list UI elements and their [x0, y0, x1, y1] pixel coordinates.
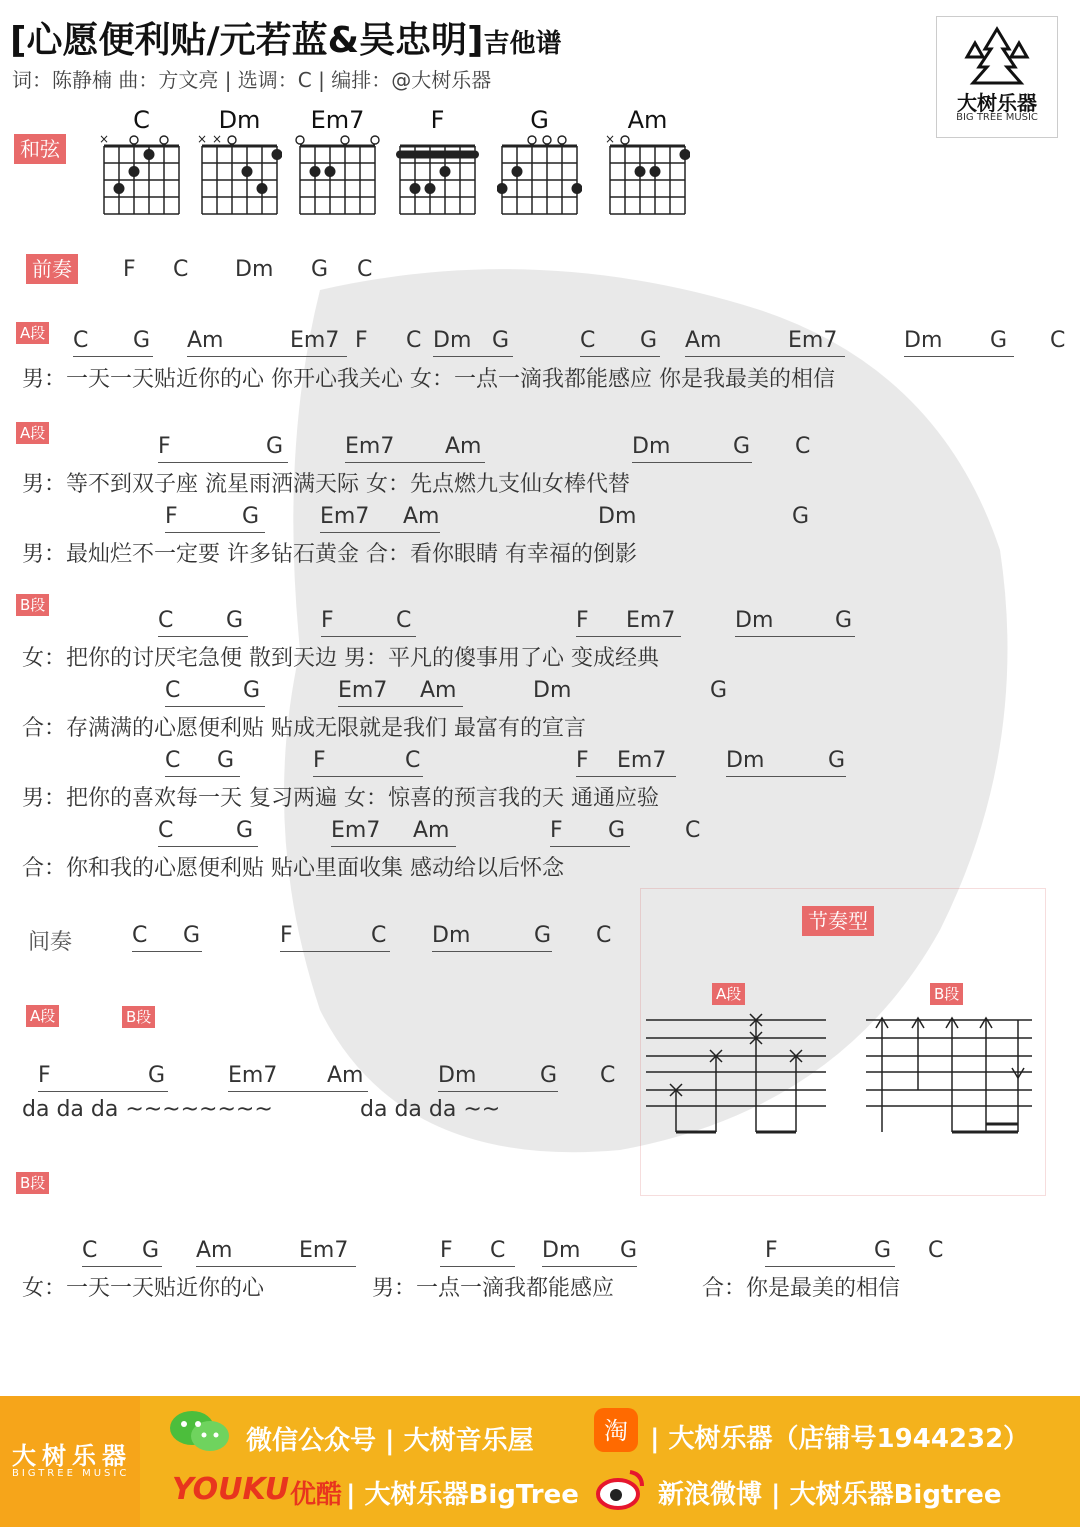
svg-text:×: ×	[99, 134, 110, 146]
chord-diagram-am	[605, 134, 690, 222]
chord-label: G	[874, 1238, 892, 1263]
chord-label: C	[165, 748, 181, 773]
chord-label: Em7	[626, 608, 676, 633]
chord-label: Em7	[299, 1238, 349, 1263]
chord-label: C	[165, 678, 181, 703]
chord-label: G	[142, 1238, 160, 1263]
chord-label: Em7	[338, 678, 388, 703]
chord-label: C	[173, 257, 189, 282]
logo-en: BIG TREE MUSIC	[956, 112, 1038, 123]
chord-label: Dm	[726, 748, 765, 773]
chord-label: G	[534, 923, 552, 948]
chord-label: Em7	[290, 328, 340, 353]
chord-label: C	[158, 818, 174, 843]
chord-label: Dm	[598, 504, 637, 529]
chord-diagram-f	[395, 134, 480, 222]
svg-text:淘: 淘	[604, 1417, 628, 1445]
taobao-text[interactable]: | 大树乐器（店铺号1944232）	[650, 1424, 1030, 1454]
chord-label: G	[620, 1238, 638, 1263]
footer-banner	[0, 1396, 1080, 1527]
lyric-line: 女：把你的讨厌宅急便 散到天边 男：平凡的傻事用了心 变成经典	[22, 646, 659, 671]
chord-label: C	[490, 1238, 506, 1263]
outro-lyric: da da da ~~~~~~~~	[22, 1097, 273, 1122]
chord-diagram-c	[99, 134, 184, 222]
chord-label: F	[313, 748, 326, 773]
chord-label: F	[576, 748, 589, 773]
chord-label: Dm	[735, 608, 774, 633]
chord-label: Dm	[438, 1063, 477, 1088]
wechat-text[interactable]: 微信公众号 | 大树音乐屋	[246, 1426, 534, 1456]
chord-label: Dm	[432, 923, 471, 948]
chord-label: F	[576, 608, 589, 633]
section-a-tag: A段	[26, 1005, 59, 1027]
lyric-line: 男：一天一天贴近你的心 你开心我关心 女：一点一滴我都能感应 你是我最美的相信	[22, 367, 835, 392]
chord-label: F	[38, 1063, 51, 1088]
chord-name: F	[430, 106, 445, 134]
chord-label: Dm	[542, 1238, 581, 1263]
prelude-tag: 前奏	[26, 254, 78, 284]
chord-label: G	[148, 1063, 166, 1088]
section-b-tag: B段	[16, 1172, 49, 1194]
lyric-line: 男：等不到双子座 流星雨洒满天际 女：先点燃九支仙女棒代替	[22, 472, 630, 497]
chord-label: F	[355, 328, 368, 353]
chord-label: Am	[445, 434, 482, 459]
lyric-line: 男：最灿烂不一定要 许多钻石黄金 合：看你眼睛 有幸福的倒影	[22, 542, 637, 567]
chord-name: G	[530, 106, 549, 134]
lyric-line: 合：存满满的心愿便利贴 贴成无限就是我们 最富有的宣言	[22, 716, 586, 741]
chord-diagram-g	[497, 134, 582, 222]
rhythm-notation	[640, 1010, 1040, 1140]
chord-label: Em7	[345, 434, 395, 459]
rhythm-b-tag: B段	[930, 983, 963, 1005]
chord-label: Em7	[788, 328, 838, 353]
footer-logo	[0, 1396, 140, 1527]
chord-label: Dm	[904, 328, 943, 353]
chord-label: F	[550, 818, 563, 843]
section-a-tag: A段	[16, 322, 49, 344]
chord-name: Em7	[310, 106, 365, 134]
chord-label: F	[765, 1238, 778, 1263]
chord-label: G	[608, 818, 626, 843]
chord-label: G	[266, 434, 284, 459]
chord-label: G	[243, 678, 261, 703]
chord-label: G	[183, 923, 201, 948]
page-title	[10, 12, 561, 63]
chord-label: Am	[327, 1063, 364, 1088]
section-b-tag: B段	[16, 594, 49, 616]
chord-label: Dm	[433, 328, 472, 353]
title-main: [心愿便利贴/元若蓝&吴忠明]	[10, 20, 484, 61]
chord-label: F	[321, 608, 334, 633]
taobao-icon	[592, 1406, 640, 1454]
chord-label: G	[710, 678, 728, 703]
svg-text:×: ×	[211, 134, 223, 146]
chord-row	[0, 678, 1080, 712]
chord-label: Em7	[228, 1063, 278, 1088]
chords-tag: 和弦	[14, 134, 66, 164]
song-credits: 词：陈静楠 曲：方文亮 | 选调：C | 编排：@大树乐器	[12, 68, 492, 92]
chord-label: C	[406, 328, 422, 353]
chord-label: G	[792, 504, 810, 529]
lyric-line: 女：一天一天贴近你的心	[22, 1276, 265, 1301]
outro-lyric: da da da ~~	[360, 1097, 501, 1122]
chord-label: Am	[413, 818, 450, 843]
chord-label: Em7	[331, 818, 381, 843]
chord-label: Dm	[533, 678, 572, 703]
chord-label: G	[640, 328, 658, 353]
rhythm-a-tag: A段	[712, 983, 745, 1005]
chord-label: G	[133, 328, 151, 353]
chord-label: G	[835, 608, 853, 633]
chord-label: G	[540, 1063, 558, 1088]
weibo-text[interactable]: 新浪微博 | 大树乐器Bigtree	[658, 1480, 1002, 1510]
chord-label: G	[236, 818, 254, 843]
chord-name: Am	[627, 106, 668, 134]
chord-label: G	[990, 328, 1008, 353]
chord-label: Em7	[320, 504, 370, 529]
lyric-line: 男：把你的喜欢每一天 复习两遍 女：惊喜的预言我的天 通通应验	[22, 786, 659, 811]
lyric-line: 合：你和我的心愿便利贴 贴心里面收集 感动给以后怀念	[22, 856, 564, 881]
chord-label: C	[596, 923, 612, 948]
brand-logo	[936, 16, 1058, 138]
youku-brand: YOUKU	[172, 1472, 290, 1507]
chord-label: G	[242, 504, 260, 529]
chord-label: C	[685, 818, 701, 843]
svg-text:×: ×	[605, 134, 616, 146]
chord-row	[0, 328, 1080, 362]
title-suffix: 吉他谱	[483, 29, 562, 59]
wechat-icon	[168, 1408, 232, 1454]
rhythm-tag: 节奏型	[802, 906, 874, 936]
chord-label: C	[580, 328, 596, 353]
chord-label: F	[165, 504, 178, 529]
lyric-line: 男：一点一滴我都能感应	[372, 1276, 615, 1301]
chord-name: Dm	[218, 106, 261, 134]
interlude-tag: 间奏	[28, 930, 73, 955]
chord-label: G	[828, 748, 846, 773]
chord-label: Am	[685, 328, 722, 353]
chord-label: C	[82, 1238, 98, 1263]
prelude-chords	[0, 257, 1080, 291]
chord-label: C	[132, 923, 148, 948]
weibo-icon	[596, 1466, 646, 1512]
chord-label: C	[1050, 328, 1066, 353]
chord-row	[0, 818, 1080, 852]
logo-cn: 大树乐器	[957, 91, 1037, 115]
chord-label: C	[371, 923, 387, 948]
lyric-line: 合：你是最美的相信	[702, 1276, 901, 1301]
chord-label: G	[733, 434, 751, 459]
chord-row	[0, 608, 1080, 642]
chord-label: G	[226, 608, 244, 633]
chord-label: G	[492, 328, 510, 353]
chord-label: Am	[196, 1238, 233, 1263]
chord-row	[0, 434, 1080, 468]
chord-label: C	[795, 434, 811, 459]
chord-row	[0, 504, 1080, 538]
chord-label: C	[357, 257, 373, 282]
footer-logo-en: BIGTREE MUSIC	[12, 1468, 130, 1479]
chord-label: Am	[420, 678, 457, 703]
chord-label: C	[600, 1063, 616, 1088]
chord-name: C	[133, 106, 150, 134]
chord-label: Am	[187, 328, 224, 353]
youku-text[interactable]: | 大树乐器BigTree	[346, 1480, 579, 1510]
svg-text:×: ×	[197, 134, 208, 146]
chord-label: C	[928, 1238, 944, 1263]
chord-label: Dm	[632, 434, 671, 459]
chord-label: F	[158, 434, 171, 459]
chord-label: C	[73, 328, 89, 353]
chord-label: C	[158, 608, 174, 633]
chord-label: Em7	[617, 748, 667, 773]
chord-diagram-dm	[197, 134, 282, 222]
chord-diagram-em7	[295, 134, 380, 222]
chord-row	[0, 1238, 1080, 1272]
chord-row	[0, 748, 1080, 782]
chord-label: C	[405, 748, 421, 773]
chord-label: Am	[403, 504, 440, 529]
chord-label: F	[123, 257, 136, 282]
chord-label: F	[280, 923, 293, 948]
youku-cn: 优酷	[290, 1480, 343, 1510]
chord-label: Dm	[235, 257, 274, 282]
section-a-tag: A段	[16, 422, 49, 444]
section-b-tag: B段	[122, 1006, 155, 1028]
chord-label: G	[217, 748, 235, 773]
chord-label: F	[440, 1238, 453, 1263]
chord-label: G	[311, 257, 329, 282]
footer-logo-cn: 大树乐器	[12, 1442, 132, 1470]
tree-logo-icon	[957, 25, 1037, 85]
chord-label: C	[396, 608, 412, 633]
